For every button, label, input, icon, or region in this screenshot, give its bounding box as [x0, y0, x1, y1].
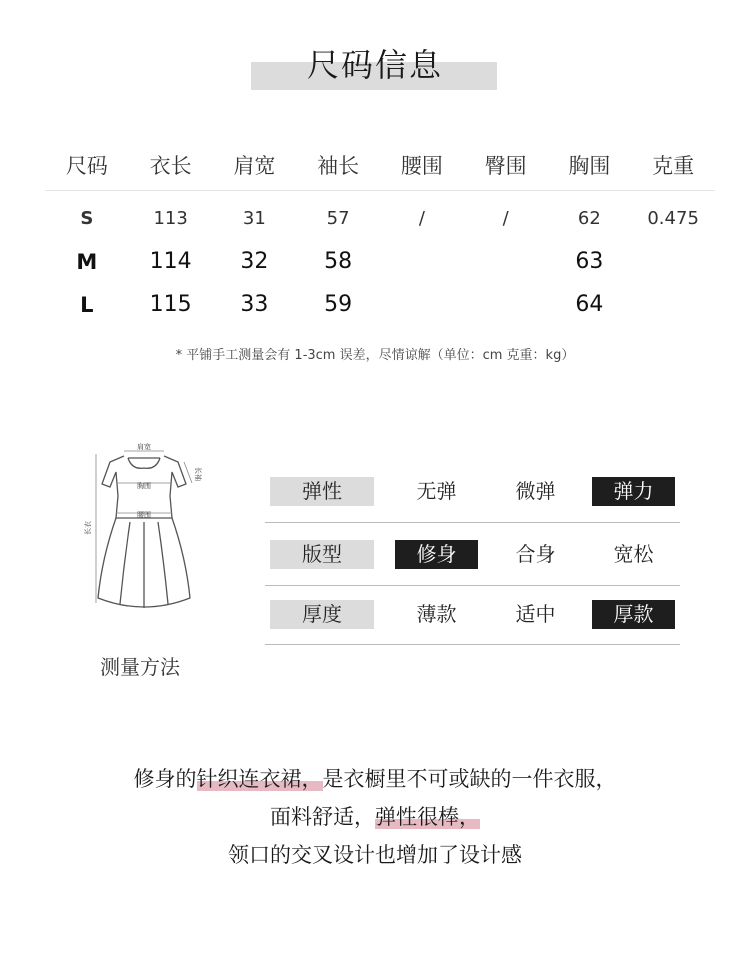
description-text: 修身的: [133, 767, 197, 791]
table-cell: 59: [324, 292, 353, 317]
diagram-label-shoulder: 肩宽: [137, 443, 151, 451]
header-shoulder: 肩宽: [213, 140, 297, 191]
table-row: [45, 240, 715, 283]
diagram-label-sleeve: 长袖: [194, 467, 202, 481]
description-text: 是衣橱里不可或缺的一件衣服，: [322, 767, 617, 791]
table-cell: 32: [240, 249, 269, 274]
table-cell: [631, 240, 715, 283]
measurement-note: * 平铺手工测量会有 1-3cm 误差，尽情谅解（单位：cm 克重：kg）: [175, 348, 575, 363]
table-cell: 58: [324, 249, 353, 274]
header-bust: 胸围: [548, 140, 632, 191]
table-cell: [380, 283, 464, 326]
attribute-option-selected: 厚款: [592, 600, 675, 629]
description-line-2: [0, 798, 750, 836]
measure-method-caption: 测量方法: [100, 655, 180, 679]
size-table: [45, 140, 715, 326]
table-cell: [380, 240, 464, 283]
page-title: 尺码信息: [306, 46, 443, 84]
table-cell: [464, 283, 548, 326]
table-cell: /: [418, 208, 425, 229]
table-row: [45, 283, 715, 326]
diagram-label-length: 长衣: [84, 521, 92, 535]
attribute-option: 宽松: [613, 542, 654, 566]
attribute-option: 微弹: [515, 479, 556, 503]
header-hip: 臀围: [464, 140, 548, 191]
size-cell: S: [80, 208, 94, 229]
diagram-label-bust: 胸围: [137, 482, 151, 490]
description-highlight: 弹性很棒，: [375, 805, 480, 829]
table-cell: 0.475: [647, 208, 699, 229]
attribute-label: 弹性: [270, 477, 374, 506]
attribute-row-fit: [265, 523, 680, 586]
attribute-option: 适中: [515, 602, 556, 626]
diagram-label-waist: 腰围: [137, 511, 151, 519]
title-block: [0, 40, 750, 100]
attribute-row-elasticity: [265, 460, 680, 523]
table-cell: 64: [575, 292, 604, 317]
attribute-option-selected: 修身: [395, 540, 478, 569]
table-cell: 113: [153, 208, 188, 229]
attribute-option-selected: 弹力: [592, 477, 675, 506]
header-waist: 腰围: [380, 140, 464, 191]
attribute-option: 合身: [515, 542, 556, 566]
attribute-table: [265, 460, 680, 645]
attribute-option: 无弹: [416, 479, 457, 503]
table-cell: 62: [577, 208, 601, 229]
attribute-label: 版型: [270, 540, 374, 569]
table-cell: 114: [149, 249, 192, 274]
size-cell: L: [80, 292, 94, 317]
header-size: 尺码: [45, 140, 129, 191]
attribute-row-thickness: [265, 586, 680, 645]
header-weight: 克重: [631, 140, 715, 191]
header-length: 衣长: [129, 140, 213, 191]
description-text: 面料舒适，: [270, 805, 375, 829]
table-cell: /: [502, 208, 509, 229]
dress-measure-diagram: [80, 438, 210, 618]
description-line-1: [0, 760, 750, 798]
table-cell: [464, 240, 548, 283]
table-cell: 33: [240, 292, 269, 317]
attribute-option: 薄款: [416, 602, 457, 626]
size-table-header-row: [45, 140, 715, 191]
product-description: [0, 760, 750, 874]
table-cell: 115: [149, 292, 192, 317]
description-line-3: 领口的交叉设计也增加了设计感: [228, 843, 522, 867]
table-cell: 31: [242, 208, 266, 229]
table-row: [45, 191, 715, 241]
table-cell: 57: [326, 208, 350, 229]
size-cell: M: [76, 249, 98, 274]
table-cell: [631, 283, 715, 326]
attribute-label: 厚度: [270, 600, 374, 629]
header-sleeve: 袖长: [296, 140, 380, 191]
description-highlight: 针织连衣裙，: [196, 767, 323, 791]
table-cell: 63: [575, 249, 604, 274]
